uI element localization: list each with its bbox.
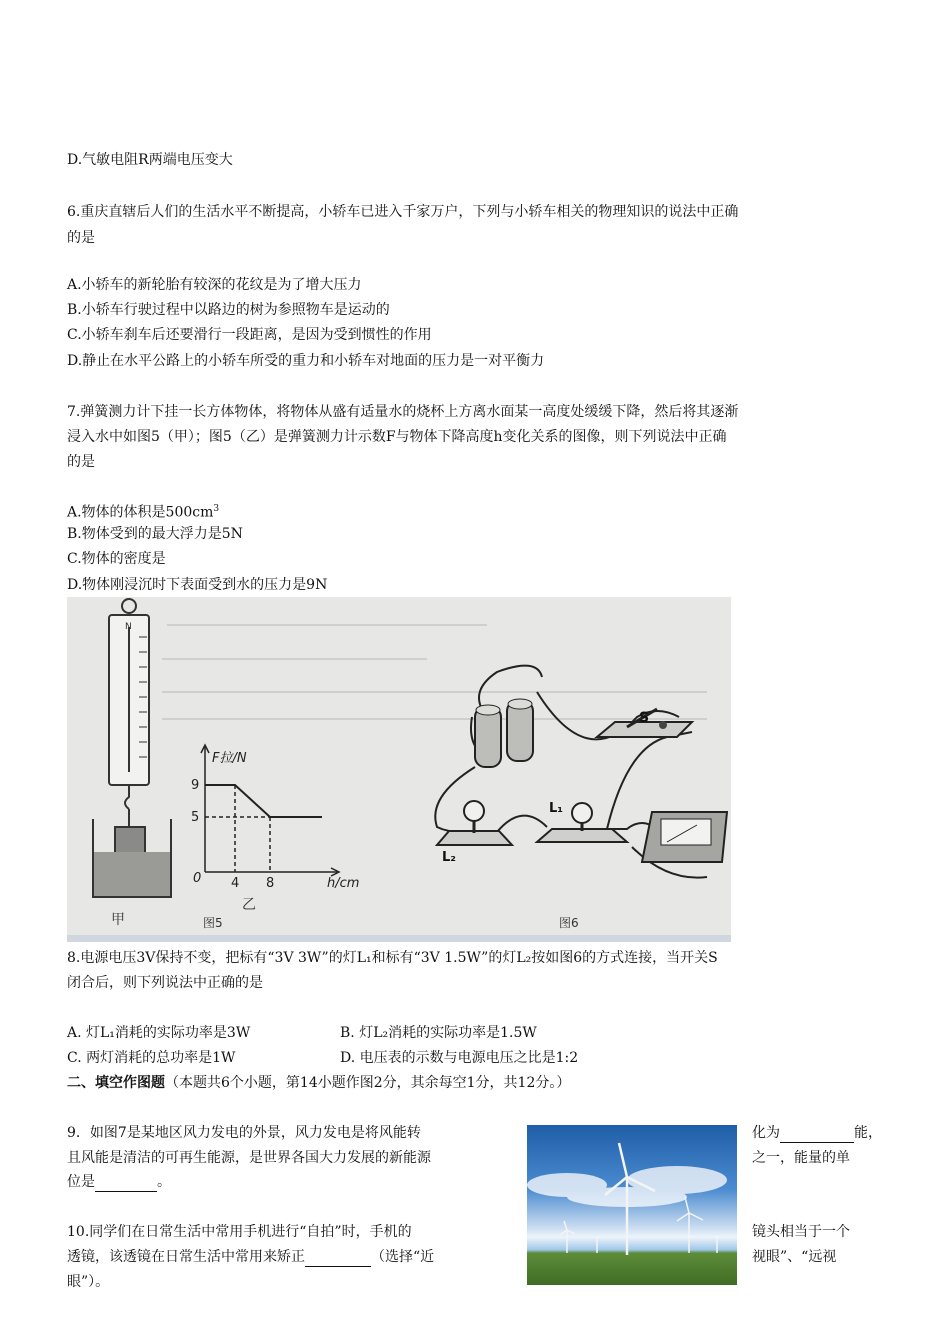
q7-stem-line2: 浸入水中如图5（甲）；图5（乙）是弹簧测力计示数F与物体下降高度h变化关系的图像，则下列说法中正确 (67, 429, 727, 445)
q9-left-line3 (67, 1172, 171, 1192)
q7-option-d: D.物体刚浸沉时下表面受到水的压力是9N (67, 577, 328, 593)
q6-option-c: C.小轿车刹车后还要滑行一段距离，是因为受到惯性的作用 (67, 327, 432, 343)
graph-ylabel: F拉/N (212, 751, 247, 766)
tick-8: 8 (266, 876, 275, 891)
wind-turbine-photo (527, 1125, 737, 1285)
q10-left-line2b: （选择“近 (371, 1249, 435, 1265)
q6-stem-line2: 的是 (67, 230, 95, 246)
caption-fig5: 图5 (203, 916, 223, 930)
q10-left-line1: 10.同学们在日常生活中常用手机进行“自拍”时，手机的 (67, 1224, 412, 1240)
q9-blank-unit[interactable] (95, 1191, 157, 1192)
spring-balance-icon (109, 599, 149, 827)
q9-right-line1a: 化为 (752, 1125, 780, 1141)
q9-left-line3a: 位是 (67, 1174, 95, 1190)
q6-option-a: A.小轿车的新轮胎有较深的花纹是为了增大压力 (67, 277, 362, 293)
q6-option-b: B.小轿车行驶过程中以路边的树为参照物车是运动的 (67, 302, 390, 318)
q10-right-line1: 镜头相当于一个 (752, 1224, 850, 1240)
label-l1: L₁ (549, 801, 563, 816)
q8-option-c: C. 两灯消耗的总功率是1W (67, 1050, 236, 1066)
q7-option-b: B.物体受到的最大浮力是5N (67, 526, 243, 542)
q8-option-d: D. 电压表的示数与电源电压之比是1:2 (340, 1050, 579, 1066)
q7-stem-line1: 7.弹簧测力计下挂一长方体物体，将物体从盛有适量水的烧杯上方离水面某一高度处缓缓下降，然后将其逐渐 (67, 404, 739, 420)
section2-heading: 二、填空作图题 (67, 1075, 165, 1091)
q7-stem (67, 402, 887, 472)
tick-4: 4 (231, 876, 240, 891)
q6-option-d: D.静止在水平公路上的小轿车所受的重力和小轿车对地面的压力是一对平衡力 (67, 353, 545, 369)
q7-option-a-text: A.物体的体积是500cm (67, 504, 214, 521)
graph-xlabel: h/cm (327, 876, 360, 891)
section2-note: （本题共6个小题，第14小题作图2分，其余每空1分，共12分。） (165, 1075, 571, 1091)
q10-left-line2a: 透镜，该透镜在日常生活中常用来矫正 (67, 1249, 305, 1265)
q9-left-line3b: 。 (157, 1174, 171, 1190)
q5-option-d: D.气敏电阻R两端电压变大 (67, 152, 233, 168)
q10-left-line3: 眼”）。 (67, 1274, 110, 1290)
q7-stem-line3: 的是 (67, 454, 95, 470)
q9-right-line2: 之一，能量的单 (752, 1150, 850, 1166)
q10-left-line2 (67, 1247, 434, 1267)
q8-option-a: A. 灯L₁消耗的实际功率是3W (67, 1025, 251, 1041)
lamp-l2-icon (437, 801, 512, 845)
q10-right-line2: 视眼”、“远视 (752, 1249, 837, 1265)
q7-option-a (67, 499, 219, 523)
spring-top-n: N (125, 622, 132, 632)
caption-fig6: 图6 (559, 916, 579, 930)
label-jia: 甲 (111, 912, 125, 928)
q9-right-line1 (752, 1123, 882, 1143)
q9-right-line1b: 能， (854, 1125, 882, 1141)
tick-9: 9 (191, 778, 200, 793)
q7-option-c: C.物体的密度是 (67, 551, 166, 567)
tick-0: 0 (193, 871, 202, 886)
label-s: S (639, 710, 650, 726)
q10-blank-eye[interactable] (305, 1266, 371, 1267)
battery-icon (475, 699, 533, 767)
q7-option-a-sup: 3 (213, 504, 220, 514)
label-l2: L₂ (442, 850, 456, 865)
figure-5-6 (67, 597, 731, 942)
label-yi: 乙 (242, 897, 256, 913)
q9-left-line2: 且风能是清洁的可再生能源，是世界各国大力发展的新能源 (67, 1150, 431, 1166)
q8-stem-line1: 8.电源电压3V保持不变，把标有“3V 3W”的灯L₁和标有“3V 1.5W”的灯L₂按如图6的方式连接，当开关S (67, 950, 718, 966)
q9-left-line1: 9．如图7是某地区风力发电的外景，风力发电是将风能转 (67, 1125, 421, 1141)
section2-header (67, 1073, 570, 1093)
q8-option-b: B. 灯L₂消耗的实际功率是1.5W (340, 1025, 537, 1041)
voltmeter-icon (642, 812, 727, 862)
q9-blank-energy[interactable] (780, 1142, 854, 1143)
q8-stem (67, 948, 887, 993)
q6-stem-line1: 6.重庆直辖后人们的生活水平不断提高，小轿车已进入千家万户，下列与小轿车相关的物理知识的说法中正确 (67, 204, 739, 220)
q8-stem-line2: 闭合后，则下列说法中正确的是 (67, 975, 263, 991)
tick-5: 5 (191, 810, 200, 825)
q6-stem (67, 202, 887, 248)
